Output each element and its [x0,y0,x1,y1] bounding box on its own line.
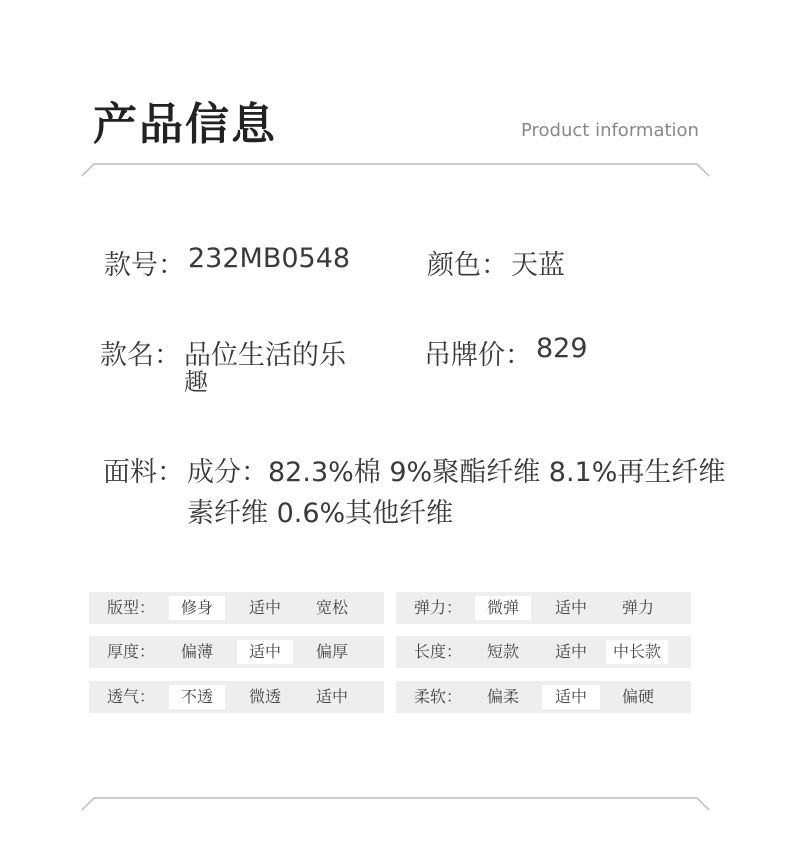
attr-length-option-3: 中长款 [606,640,668,664]
attr-fit-option-2: 适中 [248,598,281,617]
attr-breathability-option-1: 不透 [169,685,225,709]
attr-fit-option-1: 修身 [169,596,225,620]
price-value: 829 [536,333,588,364]
attr-thickness-option-2: 适中 [237,640,293,664]
fabric-line1: 成分：82.3%棉 9%聚酯纤维 8.1%再生纤维 [187,457,726,488]
attr-fit-option-3: 宽松 [315,598,348,617]
attr-length-label: 长度： [414,642,463,661]
attr-softness [396,681,691,713]
attr-breathability-label: 透气： [107,687,156,706]
attr-length-option-1: 短款 [486,642,519,661]
attr-length-option-2: 适中 [554,642,587,661]
attr-stretch-option-1: 微弹 [475,596,531,620]
attr-fit-label: 版型： [107,598,156,617]
attr-stretch-option-2: 适中 [554,598,587,617]
style-no-label: 款号： [104,250,185,281]
fabric-label: 面料： [103,457,184,488]
attr-softness-option-2: 适中 [542,685,600,709]
attr-softness-label: 柔软： [414,687,463,706]
attr-thickness-option-3: 偏厚 [315,642,348,661]
attr-softness-option-3: 偏硬 [621,687,654,706]
attr-thickness [89,636,384,668]
attr-breathability-option-3: 适中 [315,687,348,706]
attr-stretch-label: 弹力： [414,598,463,617]
attr-softness-option-1: 偏柔 [486,687,519,706]
attr-stretch-option-3: 弹力 [621,598,654,617]
attr-breathability-option-2: 微透 [248,687,281,706]
style-no-value: 232MB0548 [188,243,351,274]
attr-length [396,636,691,668]
fabric-line2: 素纤维 0.6%其他纤维 [187,498,454,529]
top-divider [0,158,790,178]
attr-thickness-label: 厚度： [107,642,156,661]
page-title: 产品信息 [93,99,277,150]
attr-stretch [396,592,691,624]
name-value-line1: 品位生活的乐 [184,340,346,371]
price-label: 吊牌价： [424,340,532,371]
page-subtitle: Product information [521,120,699,141]
name-value-line2: 趣 [184,368,208,396]
attr-thickness-option-1: 偏薄 [180,642,213,661]
attr-fit [89,592,384,624]
attr-breathability [89,681,384,713]
bottom-divider [0,796,790,816]
color-label: 颜色： [427,250,508,281]
color-value: 天蓝 [511,250,565,281]
name-label: 款名： [100,340,181,371]
